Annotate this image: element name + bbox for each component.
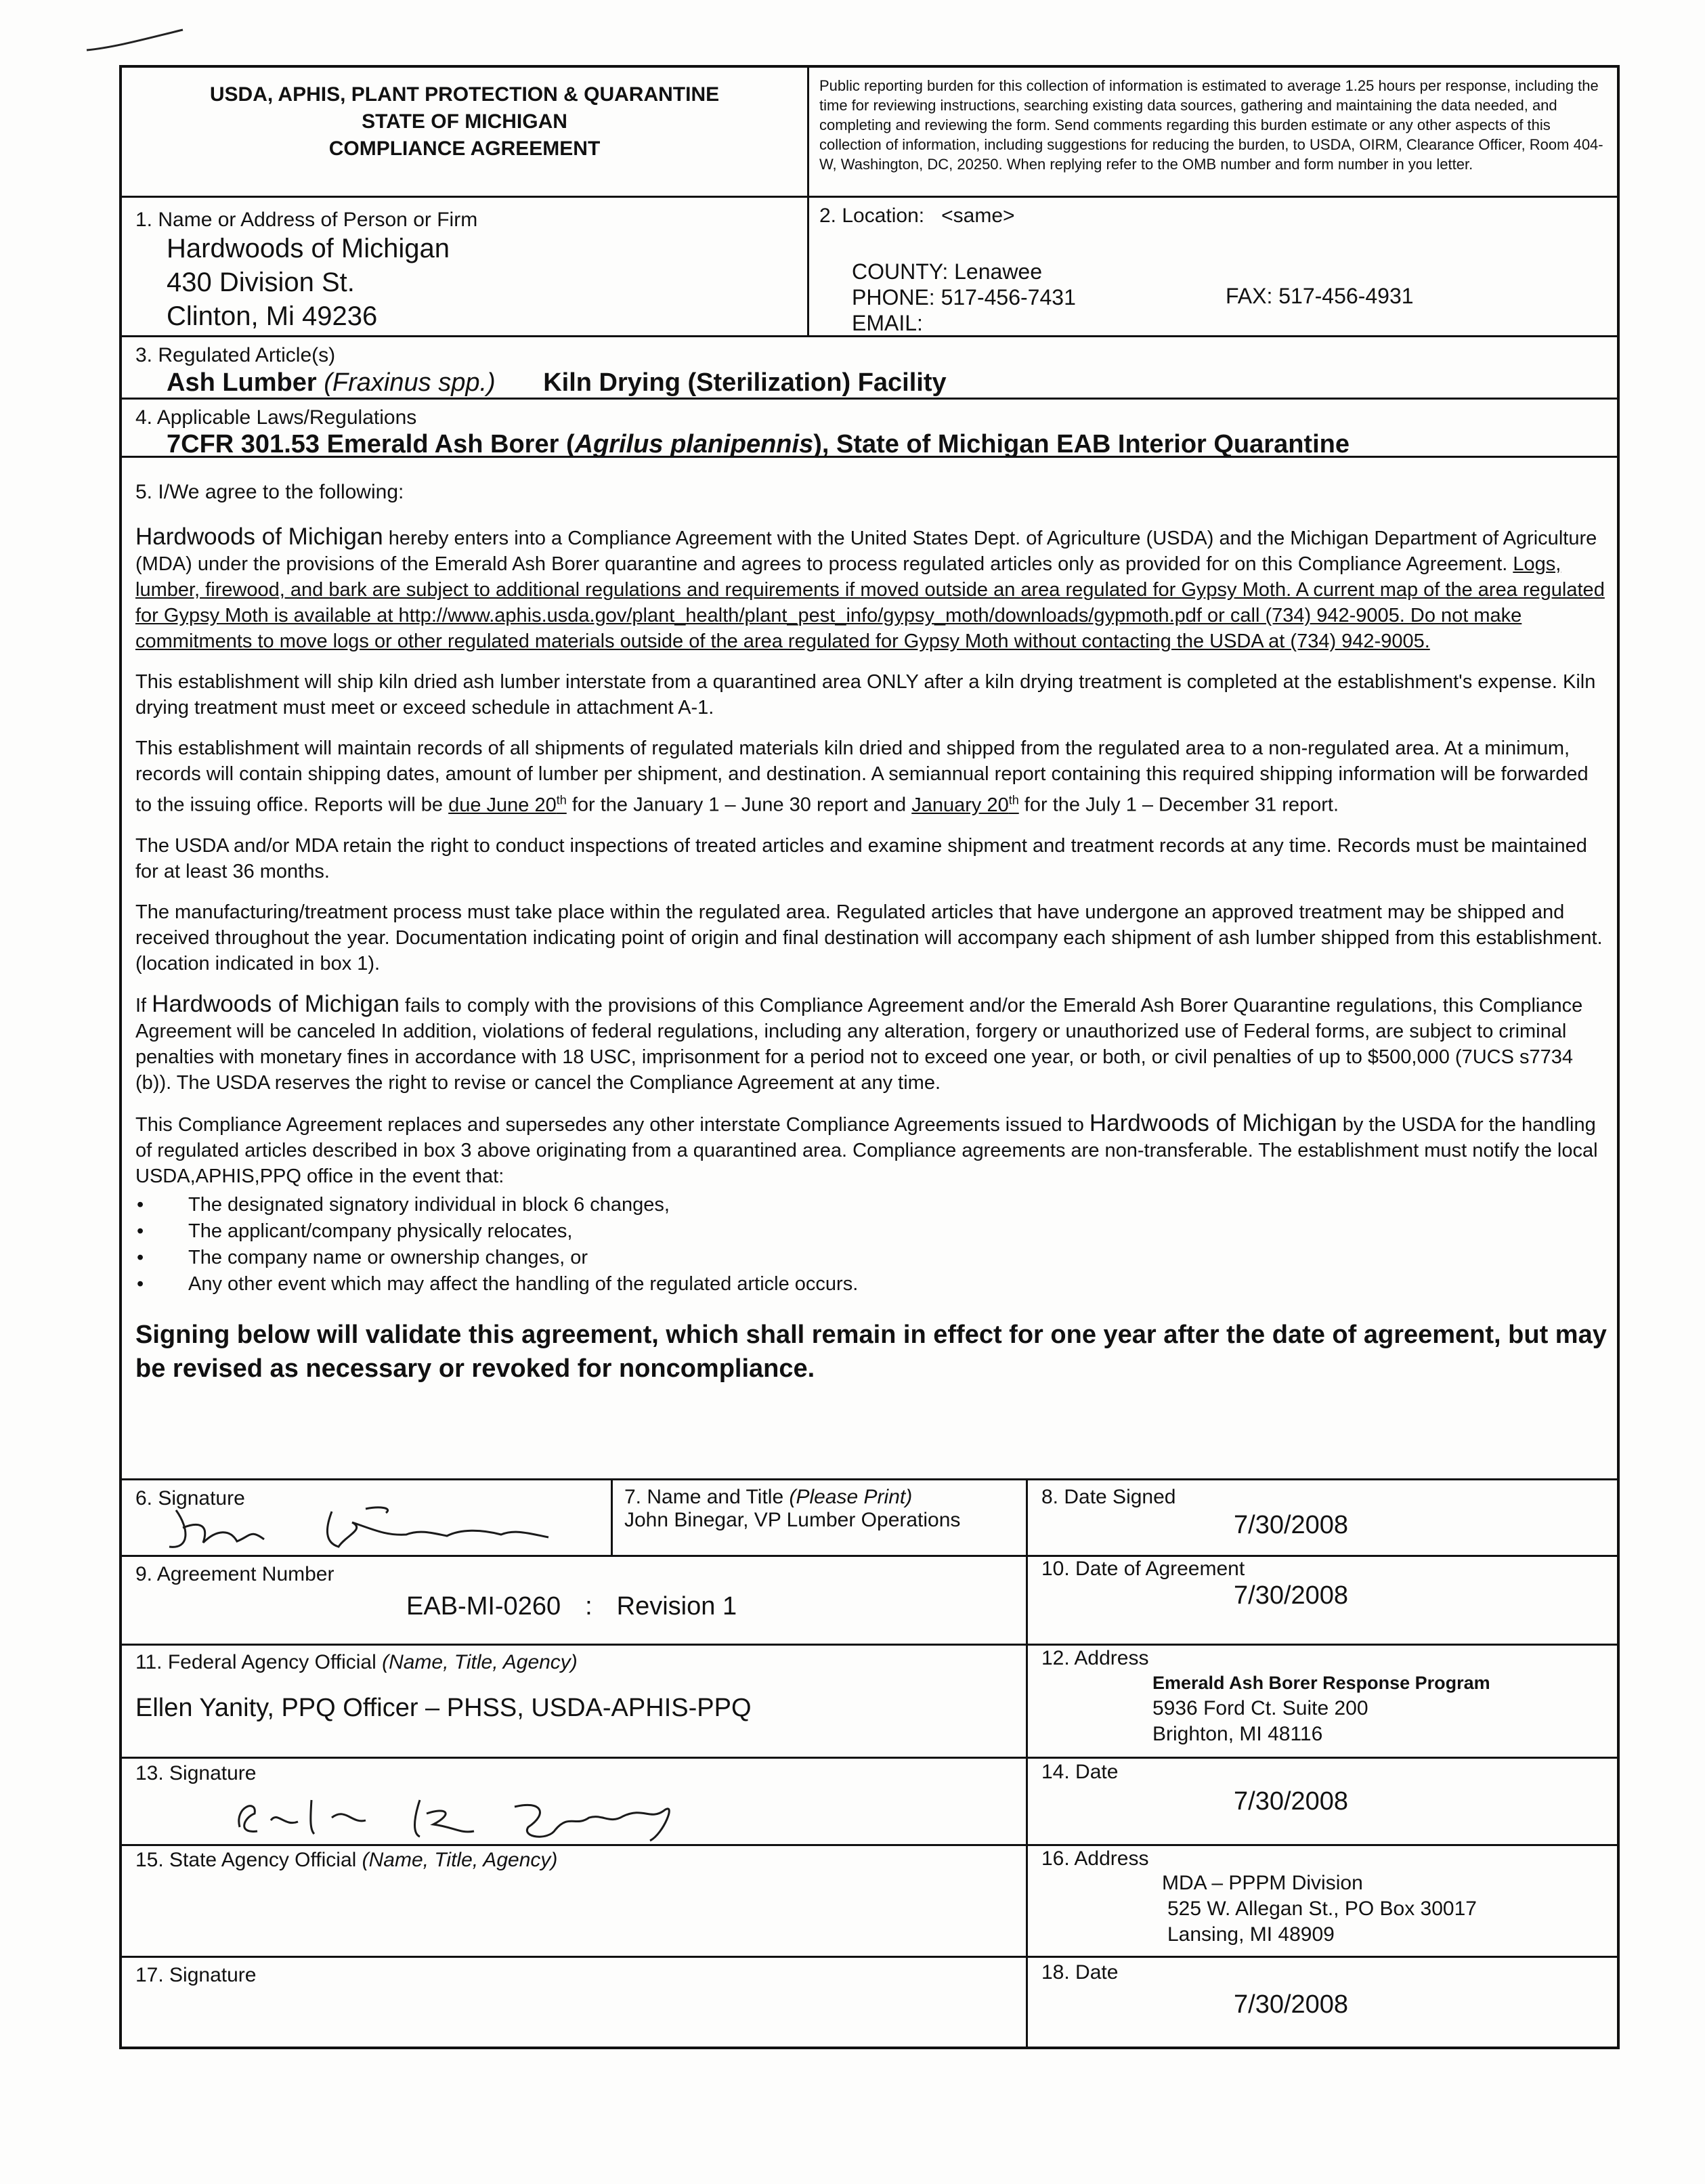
address-line: MDA – PPPM Division bbox=[1162, 1872, 1363, 1894]
due-june: due June 20th bbox=[448, 793, 567, 816]
revision: Revision 1 bbox=[616, 1592, 737, 1621]
federal-official: Ellen Yanity, PPQ Officer – PHSS, USDA-APHIS-PPQ bbox=[135, 1694, 752, 1722]
records-text-2: for the January 1 – June 30 report and bbox=[566, 794, 912, 816]
box-18 bbox=[1041, 1961, 1610, 2019]
box-8-label: 8. Date Signed bbox=[1041, 1486, 1176, 1508]
address-line: Emerald Ash Borer Response Program bbox=[1152, 1673, 1490, 1693]
pen-mark bbox=[81, 23, 196, 57]
paragraph-shipping: This establishment will ship kiln dried ash lumber interstate from a quarantined area ONLY after a kiln drying treatment is completed at the establishment's expense. Kiln drying treatment must meet or exceed schedule in attachment A-1. bbox=[135, 671, 1596, 719]
box-11: 11. Federal Agency Official (Name, Title, Agency) Ellen Yanity, PPQ Officer – PHSS, USDA-APHIS-PPQ bbox=[135, 1651, 1016, 1723]
address-line: Brighton, MI 48116 bbox=[1152, 1723, 1323, 1745]
federal-official-signature bbox=[230, 1786, 785, 1845]
org-name: Hardwoods of Michigan bbox=[135, 523, 383, 550]
box-14 bbox=[1041, 1761, 1610, 1816]
box-5-label: 5. I/We agree to the following: bbox=[135, 481, 404, 503]
burden-notice: Public reporting burden for this collection of information is estimated to average 1.25 hours per response, including the time for reviewing instructions, searching existing data sources, gathering and maintaining the data needed, and completing and reviewing the form. Send comments regarding this burden estimate or any other aspects of this collection of information, including suggestions for reducing the burden, to USDA, OIRM, Clearance Officer, Room 404-W, Washington, DC, 20250. When replying refer to the OMB number and form number in you letter. bbox=[819, 77, 1603, 173]
box-13-label: 13. Signature bbox=[135, 1762, 257, 1784]
applicant-signature bbox=[163, 1502, 582, 1554]
list-item: • The designated signatory individual in block 6 changes, bbox=[135, 1192, 1608, 1218]
article-species: (Fraxinus spp.) bbox=[324, 368, 496, 397]
box-5 bbox=[135, 481, 1608, 1386]
box-12 bbox=[1041, 1647, 1610, 1747]
list-item: • The applicant/company physically relocates, bbox=[135, 1218, 1608, 1245]
notify-list bbox=[135, 1192, 1608, 1298]
agency-header bbox=[122, 81, 807, 163]
box-8 bbox=[1041, 1486, 1610, 1540]
location-value: <same> bbox=[941, 205, 1015, 227]
law-species: Agrilus planipennis bbox=[574, 430, 814, 458]
box-4-label: 4. Applicable Laws/Regulations bbox=[135, 406, 417, 429]
box-2 bbox=[819, 205, 1612, 333]
box-6-label: 6. Signature bbox=[135, 1487, 245, 1509]
address-line: 5936 Ford Ct. Suite 200 bbox=[1152, 1697, 1368, 1719]
agency-line-1: USDA, APHIS, PLANT PROTECTION & QUARANTINE bbox=[209, 83, 720, 106]
list-item: • Any other event which may affect the handling of the regulated article occurs. bbox=[135, 1271, 1608, 1298]
penalties-text: fails to comply with the provisions of this Compliance Agreement and/or the Emerald Ash Borer Quarantine regulations, this Compliance Agreement will be canceled In addition, violations of federal regulations, including any alteration, forgery or unauthorized use of Federal forms, are subject to criminal penalties with monetary fines in accordance with 18 USC, imprisonment for a period not to exceed one year, or both, or civil penalties of up to $500,000 (7UCS s7734 (b)). The USDA reserves the right to revise or cancel the Compliance Agreement at any time. bbox=[135, 994, 1583, 1094]
box-16-label: 16. Address bbox=[1041, 1847, 1149, 1870]
gypsy-moth-notice: Logs, lumber, firewood, and bark are subject to additional regulations and requirements if moved outside an area regulated for Gypsy Moth. A current map of the area regulated for Gypsy Moth is available at http://www.aphis.usda.gov/plant_health/plant_pest_info/gypsy_moth/downloads/gypmoth.pdf or call (734) 942-9005. Do not make commitments to move logs or other regulated materials outside of the area regulated for Gypsy Moth without contacting the USDA at (734) 942-9005. bbox=[135, 553, 1605, 652]
regulated-article: Ash Lumber bbox=[167, 368, 317, 397]
compliance-agreement-form bbox=[119, 65, 1620, 2049]
box-16 bbox=[1041, 1847, 1610, 1948]
due-january: January 20th bbox=[911, 793, 1019, 816]
box-10-label: 10. Date of Agreement bbox=[1041, 1558, 1245, 1580]
address-line: 525 W. Allegan St., PO Box 30017 bbox=[1167, 1898, 1477, 1920]
law-prefix: 7CFR 301.53 Emerald Ash Borer ( bbox=[167, 430, 575, 458]
law-suffix: ), State of Michigan EAB Interior Quarantine bbox=[813, 430, 1350, 458]
agreement-number: EAB-MI-0260 bbox=[406, 1592, 561, 1621]
org-name: Hardwoods of Michigan bbox=[1089, 1109, 1337, 1136]
firm-city: Clinton, Mi 49236 bbox=[167, 301, 378, 331]
box-7-label: 7. Name and Title bbox=[624, 1486, 790, 1508]
federal-sign-date: 7/30/2008 bbox=[1234, 1787, 1349, 1816]
date-signed: 7/30/2008 bbox=[1234, 1511, 1349, 1539]
box-15-label: 15. State Agency Official (Name, Title, Agency) bbox=[135, 1849, 558, 1871]
box-7: 7. Name and Title (Please Print) John Binegar, VP Lumber Operations bbox=[624, 1486, 1024, 1532]
box-14-label: 14. Date bbox=[1041, 1761, 1119, 1783]
state-sign-date: 7/30/2008 bbox=[1234, 1990, 1349, 2019]
fax: FAX: 517-456-4931 bbox=[1226, 284, 1414, 308]
email: EMAIL: bbox=[852, 311, 923, 335]
facility-type: Kiln Drying (Sterilization) Facility bbox=[543, 368, 947, 397]
signer-name-title: John Binegar, VP Lumber Operations bbox=[624, 1509, 961, 1531]
org-name: Hardwoods of Michigan bbox=[152, 990, 400, 1017]
box-9: 9. Agreement Number EAB-MI-0260 : Revision 1 bbox=[135, 1563, 1016, 1621]
records-text-3: for the July 1 – December 31 report. bbox=[1018, 794, 1339, 816]
phone: PHONE: 517-456-7431 bbox=[852, 285, 1076, 309]
agreement-text: hereby enters into a Compliance Agreement with the United States Dept. of Agriculture (USDA) and the Michigan Department of Agriculture (MDA) under the provisions of the Emerald Ash Borer quarantine and agrees to process regulated articles only as provided for on this Compliance Agreement. bbox=[135, 528, 1597, 575]
box-9-label: 9. Agreement Number bbox=[135, 1563, 334, 1585]
box-3 bbox=[135, 344, 1605, 398]
agreement-date: 7/30/2008 bbox=[1234, 1581, 1349, 1610]
box-3-label: 3. Regulated Article(s) bbox=[135, 344, 336, 366]
county: COUNTY: Lenawee bbox=[852, 259, 1043, 284]
list-item: • The company name or ownership changes, or bbox=[135, 1245, 1608, 1271]
records-text: This establishment will maintain records of all shipments of regulated materials kiln dried and shipped from the regulated area to a non-regulated area. At a minimum, records will contain shipping dates, amount of lumber per shipment, and destination. A semiannual report containing this required shipping information will be forwarded to the issuing office. Reports will be bbox=[135, 737, 1589, 816]
firm-street: 430 Division St. bbox=[167, 267, 355, 297]
firm-name: Hardwoods of Michigan bbox=[167, 234, 450, 263]
box-2-label: 2. Location: bbox=[819, 205, 925, 227]
box-1-label: 1. Name or Address of Person or Firm bbox=[135, 209, 478, 231]
box-11-label: 11. Federal Agency Official bbox=[135, 1651, 383, 1673]
supersedes-text-2: by the USDA for the handling of regulated articles described in box 3 above originating from a quarantined area. Compliance agreements are non-transferable. The establishment must notify the local USDA,APHIS,PPQ office in the event that: bbox=[135, 1113, 1598, 1187]
validation-statement: Signing below will validate this agreement, which shall remain in effect for one year after the date of agreement, but may be revised as necessary or revoked for noncompliance. bbox=[135, 1320, 1607, 1383]
box-17-label: 17. Signature bbox=[135, 1964, 257, 1986]
box-1 bbox=[135, 209, 799, 333]
paragraph-records bbox=[135, 735, 1608, 818]
agency-line-3: COMPLIANCE AGREEMENT bbox=[328, 137, 601, 160]
box-18-label: 18. Date bbox=[1041, 1961, 1119, 1984]
address-line: Lansing, MI 48909 bbox=[1167, 1923, 1335, 1946]
supersedes-text: This Compliance Agreement replaces and supersedes any other interstate Compliance Agreements issued to bbox=[135, 1113, 1089, 1136]
paragraph-penalties: If Hardwoods of Michigan fails to comply with the provisions of this Compliance Agreement and/or the Emerald Ash Borer Quarantine regulations, this Compliance Agreement will be canceled In addition, violations of federal regulations, including any alteration, forgery or unauthorized use of Federal forms, are subject to criminal penalties with monetary fines in accordance with 18 USC, imprisonment for a period not to exceed one year, or both, or civil penalties of up to $500,000 (7UCS s7734 (b)). The USDA reserves the right to revise or cancel the Compliance Agreement at any time. bbox=[135, 990, 1583, 1094]
paragraph-process: The manufacturing/treatment process must take place within the regulated area. Regulated articles that have undergone an approved treatment may be shipped and received throughout the year. Documentation indicating point of origin and final destination will accompany each shipment of ash lumber shipped from this establishment. (location indicated in box 1). bbox=[135, 901, 1603, 975]
paragraph-inspection: The USDA and/or MDA retain the right to conduct inspections of treated articles and examine shipment and treatment records at any time. Records must be maintained for at least 36 months. bbox=[135, 834, 1587, 882]
box-12-label: 12. Address bbox=[1041, 1647, 1149, 1669]
paragraph-agreement bbox=[135, 524, 1608, 654]
agency-line-2: STATE OF MICHIGAN bbox=[362, 110, 567, 133]
paragraph-supersedes bbox=[135, 1111, 1608, 1189]
box-4 bbox=[135, 406, 1605, 459]
box-10 bbox=[1041, 1558, 1610, 1610]
